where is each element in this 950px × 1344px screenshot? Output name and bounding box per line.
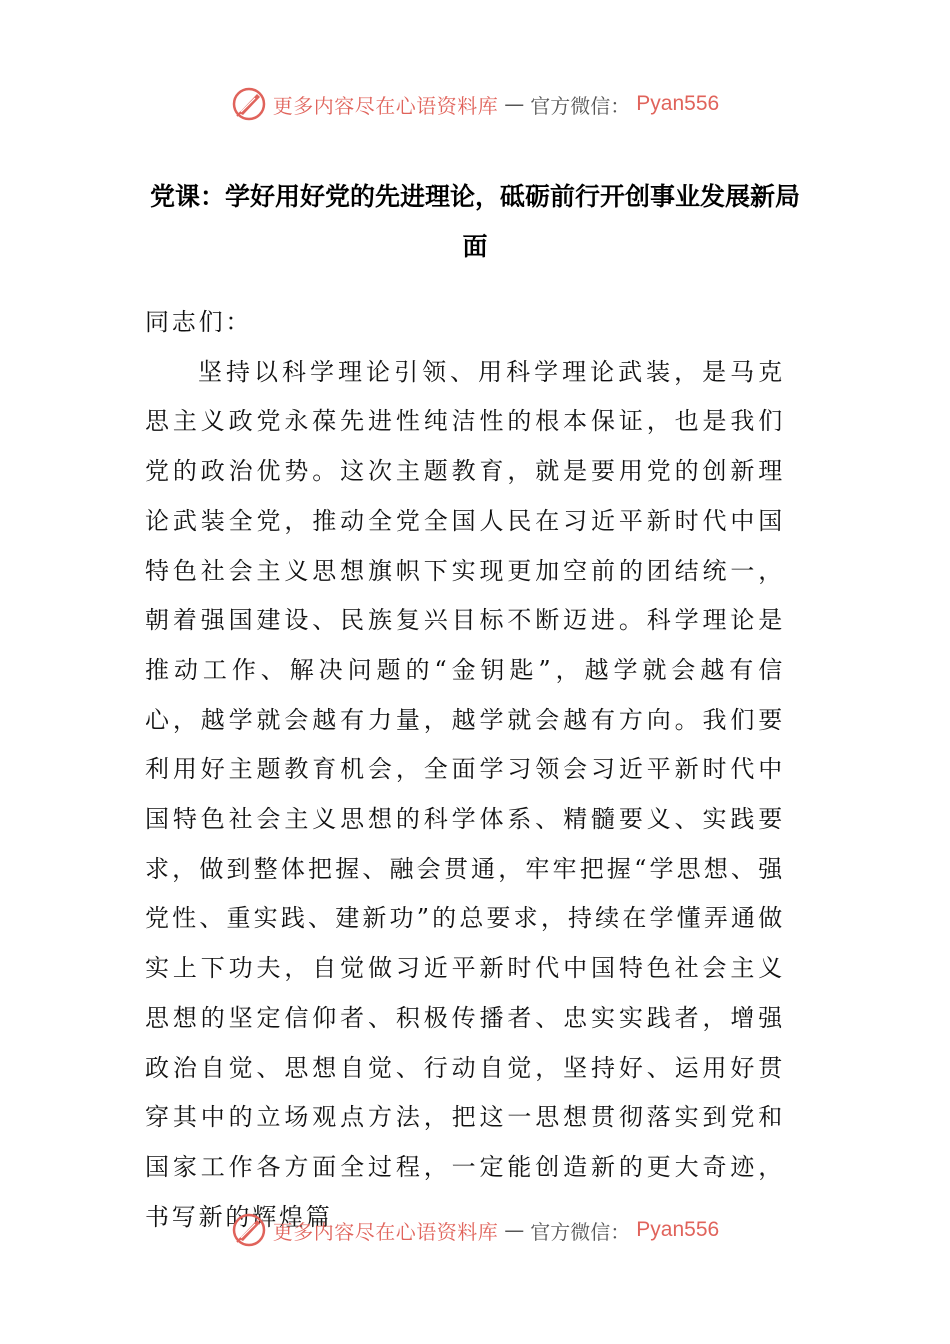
watermark-label: 官方微信：: [530, 93, 631, 118]
document-body: [145, 298, 785, 1242]
quill-logo-icon: [231, 1212, 267, 1248]
watermark-wechat-id: Pyan556: [636, 92, 720, 115]
header-watermark: [0, 82, 950, 126]
watermark-separator: —: [504, 92, 525, 116]
watermark-label: 官方微信：: [530, 1219, 631, 1244]
document-title: 党课：学好用好党的先进理论，砥砺前行开创事业发展新局面: [149, 182, 800, 261]
watermark-site-text: 更多内容尽在心语资料库: [272, 1219, 499, 1244]
footer-watermark: [0, 1208, 950, 1252]
watermark-separator: —: [504, 1218, 525, 1242]
salutation: 同志们：: [145, 308, 253, 336]
quill-logo-icon: [231, 86, 267, 122]
body-paragraph: 坚持以科学理论引领、用科学理论武装，是马克思主义政党永葆先进性纯洁性的根本保证，也是我们党的政治优势。这次主题教育，就是要用党的创新理论武装全党，推动全党全国人民在习近平新时代中国特色社会主义思想旗帜下实现更加空前的团结统一，朝着强国建设、民族复兴目标不断迈进。科学理论是推动工作、解决问题的“金钥匙”，越学就会越有信心，越学就会越有力量，越学就会越有方向。我们要利用好主题教育机会，全面学习领会习近平新时代中国特色社会主义思想的科学体系、精髓要义、实践要求，做到整体把握、融会贯通，牢牢把握“学思想、强党性、重实践、建新功”的总要求，持续在学懂弄通做实上下功夫，自觉做习近平新时代中国特色社会主义思想的坚定信仰者、积极传播者、忠实实践者，增强政治自觉、思想自觉、行动自觉，坚持好、运用好贯穿其中的立场观点方法，把这一思想贯彻落实到党和国家工作各方面全过程，一定能创造新的更大奇迹，书写新的辉煌篇: [145, 357, 785, 1231]
watermark-wechat-id: Pyan556: [636, 1218, 720, 1241]
watermark-site-text: 更多内容尽在心语资料库: [272, 93, 499, 118]
